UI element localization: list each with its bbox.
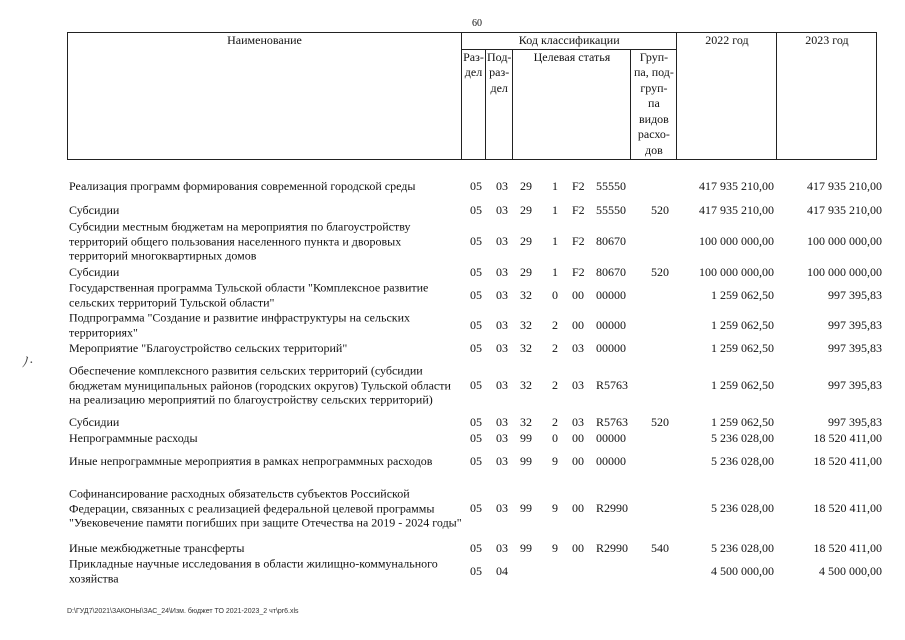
cell-name: Субсидии местным бюджетам на мероприятия по благоустройству территорий общего пользования населенного пункта и дворовых территорий многоквартирных домов xyxy=(69,219,411,263)
cell-razdel: 05 xyxy=(470,414,482,429)
table-row xyxy=(67,430,887,446)
cell-amount-2023: 417 935 210,00 xyxy=(807,178,882,193)
cell-direction: 80670 xyxy=(596,233,626,248)
cell-razdel: 05 xyxy=(470,500,482,515)
cell-name: Субсидии xyxy=(69,202,120,217)
cell-direction: R2990 xyxy=(596,540,629,555)
cell-razdel: 05 xyxy=(470,287,482,302)
cell-podrazdel: 03 xyxy=(496,414,508,429)
cell-program: 99 xyxy=(520,453,532,468)
cell-event: F2 xyxy=(572,233,585,248)
table-row xyxy=(67,446,887,476)
cell-amount-2022: 5 236 028,00 xyxy=(711,540,774,555)
cell-event: F2 xyxy=(572,202,585,217)
header-code: Код классификации xyxy=(462,33,677,50)
cell-amount-2022: 100 000 000,00 xyxy=(699,233,774,248)
cell-subprogram: 9 xyxy=(552,453,558,468)
cell-amount-2023: 18 520 411,00 xyxy=(813,500,882,515)
cell-amount-2022: 1 259 062,50 xyxy=(711,317,774,332)
cell-event: 00 xyxy=(572,453,584,468)
cell-podrazdel: 03 xyxy=(496,453,508,468)
cell-event: 00 xyxy=(572,430,584,445)
header-razdel: Раз- дел xyxy=(462,49,486,159)
cell-name: Мероприятие "Благоустройство сельских территорий" xyxy=(69,340,348,355)
cell-event: F2 xyxy=(572,178,585,193)
cell-podrazdel: 03 xyxy=(496,178,508,193)
cell-direction: R5763 xyxy=(596,377,629,392)
cell-amount-2022: 417 935 210,00 xyxy=(699,202,774,217)
cell-program: 29 xyxy=(520,264,532,279)
cell-event: 00 xyxy=(572,287,584,302)
cell-direction: 00000 xyxy=(596,430,626,445)
cell-podrazdel: 03 xyxy=(496,377,508,392)
table-row xyxy=(67,218,887,264)
table-row xyxy=(67,556,887,586)
cell-podrazdel: 03 xyxy=(496,264,508,279)
cell-subprogram: 9 xyxy=(552,500,558,515)
table-row xyxy=(67,340,887,356)
cell-razdel: 05 xyxy=(470,202,482,217)
cell-event: 00 xyxy=(572,500,584,515)
cell-razdel: 05 xyxy=(470,453,482,468)
cell-program: 32 xyxy=(520,287,532,302)
cell-event: 00 xyxy=(572,540,584,555)
cell-podrazdel: 03 xyxy=(496,340,508,355)
cell-podrazdel: 04 xyxy=(496,563,508,578)
cell-name: Иные межбюджетные трансферты xyxy=(69,540,245,555)
cell-program: 99 xyxy=(520,500,532,515)
cell-program: 29 xyxy=(520,202,532,217)
table-row xyxy=(67,202,887,218)
cell-event: 03 xyxy=(572,414,584,429)
cell-amount-2022: 100 000 000,00 xyxy=(699,264,774,279)
cell-amount-2023: 997 395,83 xyxy=(828,287,882,302)
cell-program: 29 xyxy=(520,178,532,193)
cell-amount-2023: 997 395,83 xyxy=(828,340,882,355)
cell-amount-2023: 4 500 000,00 xyxy=(819,563,882,578)
cell-program: 32 xyxy=(520,414,532,429)
cell-razdel: 05 xyxy=(470,540,482,555)
cell-amount-2022: 5 236 028,00 xyxy=(711,430,774,445)
cell-program: 99 xyxy=(520,430,532,445)
table-row xyxy=(67,540,887,556)
cell-direction: 55550 xyxy=(596,202,626,217)
cell-podrazdel: 03 xyxy=(496,540,508,555)
header-year-2022: 2022 год xyxy=(677,33,777,160)
cell-event: 03 xyxy=(572,340,584,355)
cell-razdel: 05 xyxy=(470,233,482,248)
cell-podrazdel: 03 xyxy=(496,287,508,302)
cell-razdel: 05 xyxy=(470,178,482,193)
cell-razdel: 05 xyxy=(470,563,482,578)
cell-podrazdel: 03 xyxy=(496,317,508,332)
cell-subprogram: 2 xyxy=(552,317,558,332)
cell-direction: 00000 xyxy=(596,340,626,355)
cell-program: 99 xyxy=(520,540,532,555)
cell-event: 00 xyxy=(572,317,584,332)
header-podrazdel: Под- раз- дел xyxy=(486,49,513,159)
cell-name: Обеспечение комплексного развития сельских территорий (субсидии бюджетам муниципальных районов (городских округов) Тульской области на реализацию мероприятий по благоустройству сельских территорий) xyxy=(69,363,451,407)
cell-name: Субсидии xyxy=(69,414,120,429)
cell-amount-2023: 997 395,83 xyxy=(828,377,882,392)
table-row xyxy=(67,414,887,430)
cell-amount-2022: 1 259 062,50 xyxy=(711,340,774,355)
cell-razdel: 05 xyxy=(470,317,482,332)
header-target-article: Целевая статья xyxy=(513,49,631,159)
cell-amount-2023: 417 935 210,00 xyxy=(807,202,882,217)
cell-event: F2 xyxy=(572,264,585,279)
table-body xyxy=(67,170,887,586)
cell-amount-2022: 417 935 210,00 xyxy=(699,178,774,193)
cell-amount-2022: 4 500 000,00 xyxy=(711,563,774,578)
cell-name: Подпрограмма "Создание и развитие инфраструктуры на сельских территориях" xyxy=(69,310,411,339)
cell-name: Иные непрограммные мероприятия в рамках непрограммных расходов xyxy=(69,453,433,468)
cell-program: 29 xyxy=(520,233,532,248)
cell-direction: 00000 xyxy=(596,317,626,332)
table-row xyxy=(67,356,887,414)
cell-name: Субсидии xyxy=(69,264,120,279)
table-row xyxy=(67,310,887,340)
cell-podrazdel: 03 xyxy=(496,430,508,445)
file-path: D:\ГУД7\2021\ЗАКОНЫ\ЗАС_24\Изм. бюджет ТО 2021-2023_2 чт\рr6.xls xyxy=(67,608,299,615)
cell-amount-2022: 1 259 062,50 xyxy=(711,377,774,392)
header-name: Наименование xyxy=(68,33,462,160)
cell-name: Реализация программ формирования современной городской среды xyxy=(69,178,416,193)
cell-razdel: 05 xyxy=(470,377,482,392)
cell-program: 32 xyxy=(520,317,532,332)
cell-subprogram: 9 xyxy=(552,540,558,555)
cell-amount-2023: 100 000 000,00 xyxy=(807,233,882,248)
cell-amount-2022: 1 259 062,50 xyxy=(711,414,774,429)
cell-name: Непрограммные расходы xyxy=(69,430,198,445)
cell-amount-2022: 5 236 028,00 xyxy=(711,500,774,515)
cell-expense-group: 520 xyxy=(651,264,669,279)
cell-amount-2023: 997 395,83 xyxy=(828,414,882,429)
cell-subprogram: 1 xyxy=(552,264,558,279)
cell-program: 32 xyxy=(520,340,532,355)
cell-direction: R2990 xyxy=(596,500,629,515)
cell-expense-group: 520 xyxy=(651,414,669,429)
cell-expense-group: 520 xyxy=(651,202,669,217)
cell-amount-2022: 1 259 062,50 xyxy=(711,287,774,302)
cell-name: Софинансирование расходных обязательств субъектов Российской Федерации, связанных с реализацией федеральной целевой программы "Увековечение памяти погибших при защите Отечества на 2019 - 2024 годы" xyxy=(69,486,462,530)
cell-direction: 00000 xyxy=(596,287,626,302)
cell-direction: 00000 xyxy=(596,453,626,468)
cell-amount-2023: 100 000 000,00 xyxy=(807,264,882,279)
cell-name: Прикладные научные исследования в области жилищно-коммунального хозяйства xyxy=(69,556,438,585)
cell-razdel: 05 xyxy=(470,264,482,279)
cell-direction: R5763 xyxy=(596,414,629,429)
table-row xyxy=(67,476,887,540)
cell-subprogram: 1 xyxy=(552,233,558,248)
cell-podrazdel: 03 xyxy=(496,500,508,515)
cell-amount-2023: 18 520 411,00 xyxy=(813,453,882,468)
cell-razdel: 05 xyxy=(470,430,482,445)
cell-amount-2023: 997 395,83 xyxy=(828,317,882,332)
cell-subprogram: 2 xyxy=(552,414,558,429)
cell-subprogram: 2 xyxy=(552,377,558,392)
cell-amount-2023: 18 520 411,00 xyxy=(813,430,882,445)
cell-expense-group: 540 xyxy=(651,540,669,555)
header-year-2023: 2023 год xyxy=(777,33,877,160)
table-row xyxy=(67,170,887,202)
cell-program: 32 xyxy=(520,377,532,392)
page-number: 60 xyxy=(472,18,482,29)
cell-direction: 80670 xyxy=(596,264,626,279)
scan-mark: ﾉ· xyxy=(22,356,34,371)
table-header xyxy=(67,32,877,160)
cell-podrazdel: 03 xyxy=(496,233,508,248)
table-row xyxy=(67,280,887,310)
cell-subprogram: 1 xyxy=(552,202,558,217)
cell-subprogram: 0 xyxy=(552,430,558,445)
cell-subprogram: 2 xyxy=(552,340,558,355)
cell-name: Государственная программа Тульской области "Комплексное развитие сельских территорий Тульской области" xyxy=(69,280,429,309)
cell-amount-2022: 5 236 028,00 xyxy=(711,453,774,468)
cell-podrazdel: 03 xyxy=(496,202,508,217)
cell-subprogram: 0 xyxy=(552,287,558,302)
cell-direction: 55550 xyxy=(596,178,626,193)
cell-razdel: 05 xyxy=(470,340,482,355)
cell-event: 03 xyxy=(572,377,584,392)
cell-subprogram: 1 xyxy=(552,178,558,193)
table-row xyxy=(67,264,887,280)
cell-amount-2023: 18 520 411,00 xyxy=(813,540,882,555)
header-expense-group: Груп- па, под- груп- па видов расхо- дов xyxy=(631,49,677,159)
